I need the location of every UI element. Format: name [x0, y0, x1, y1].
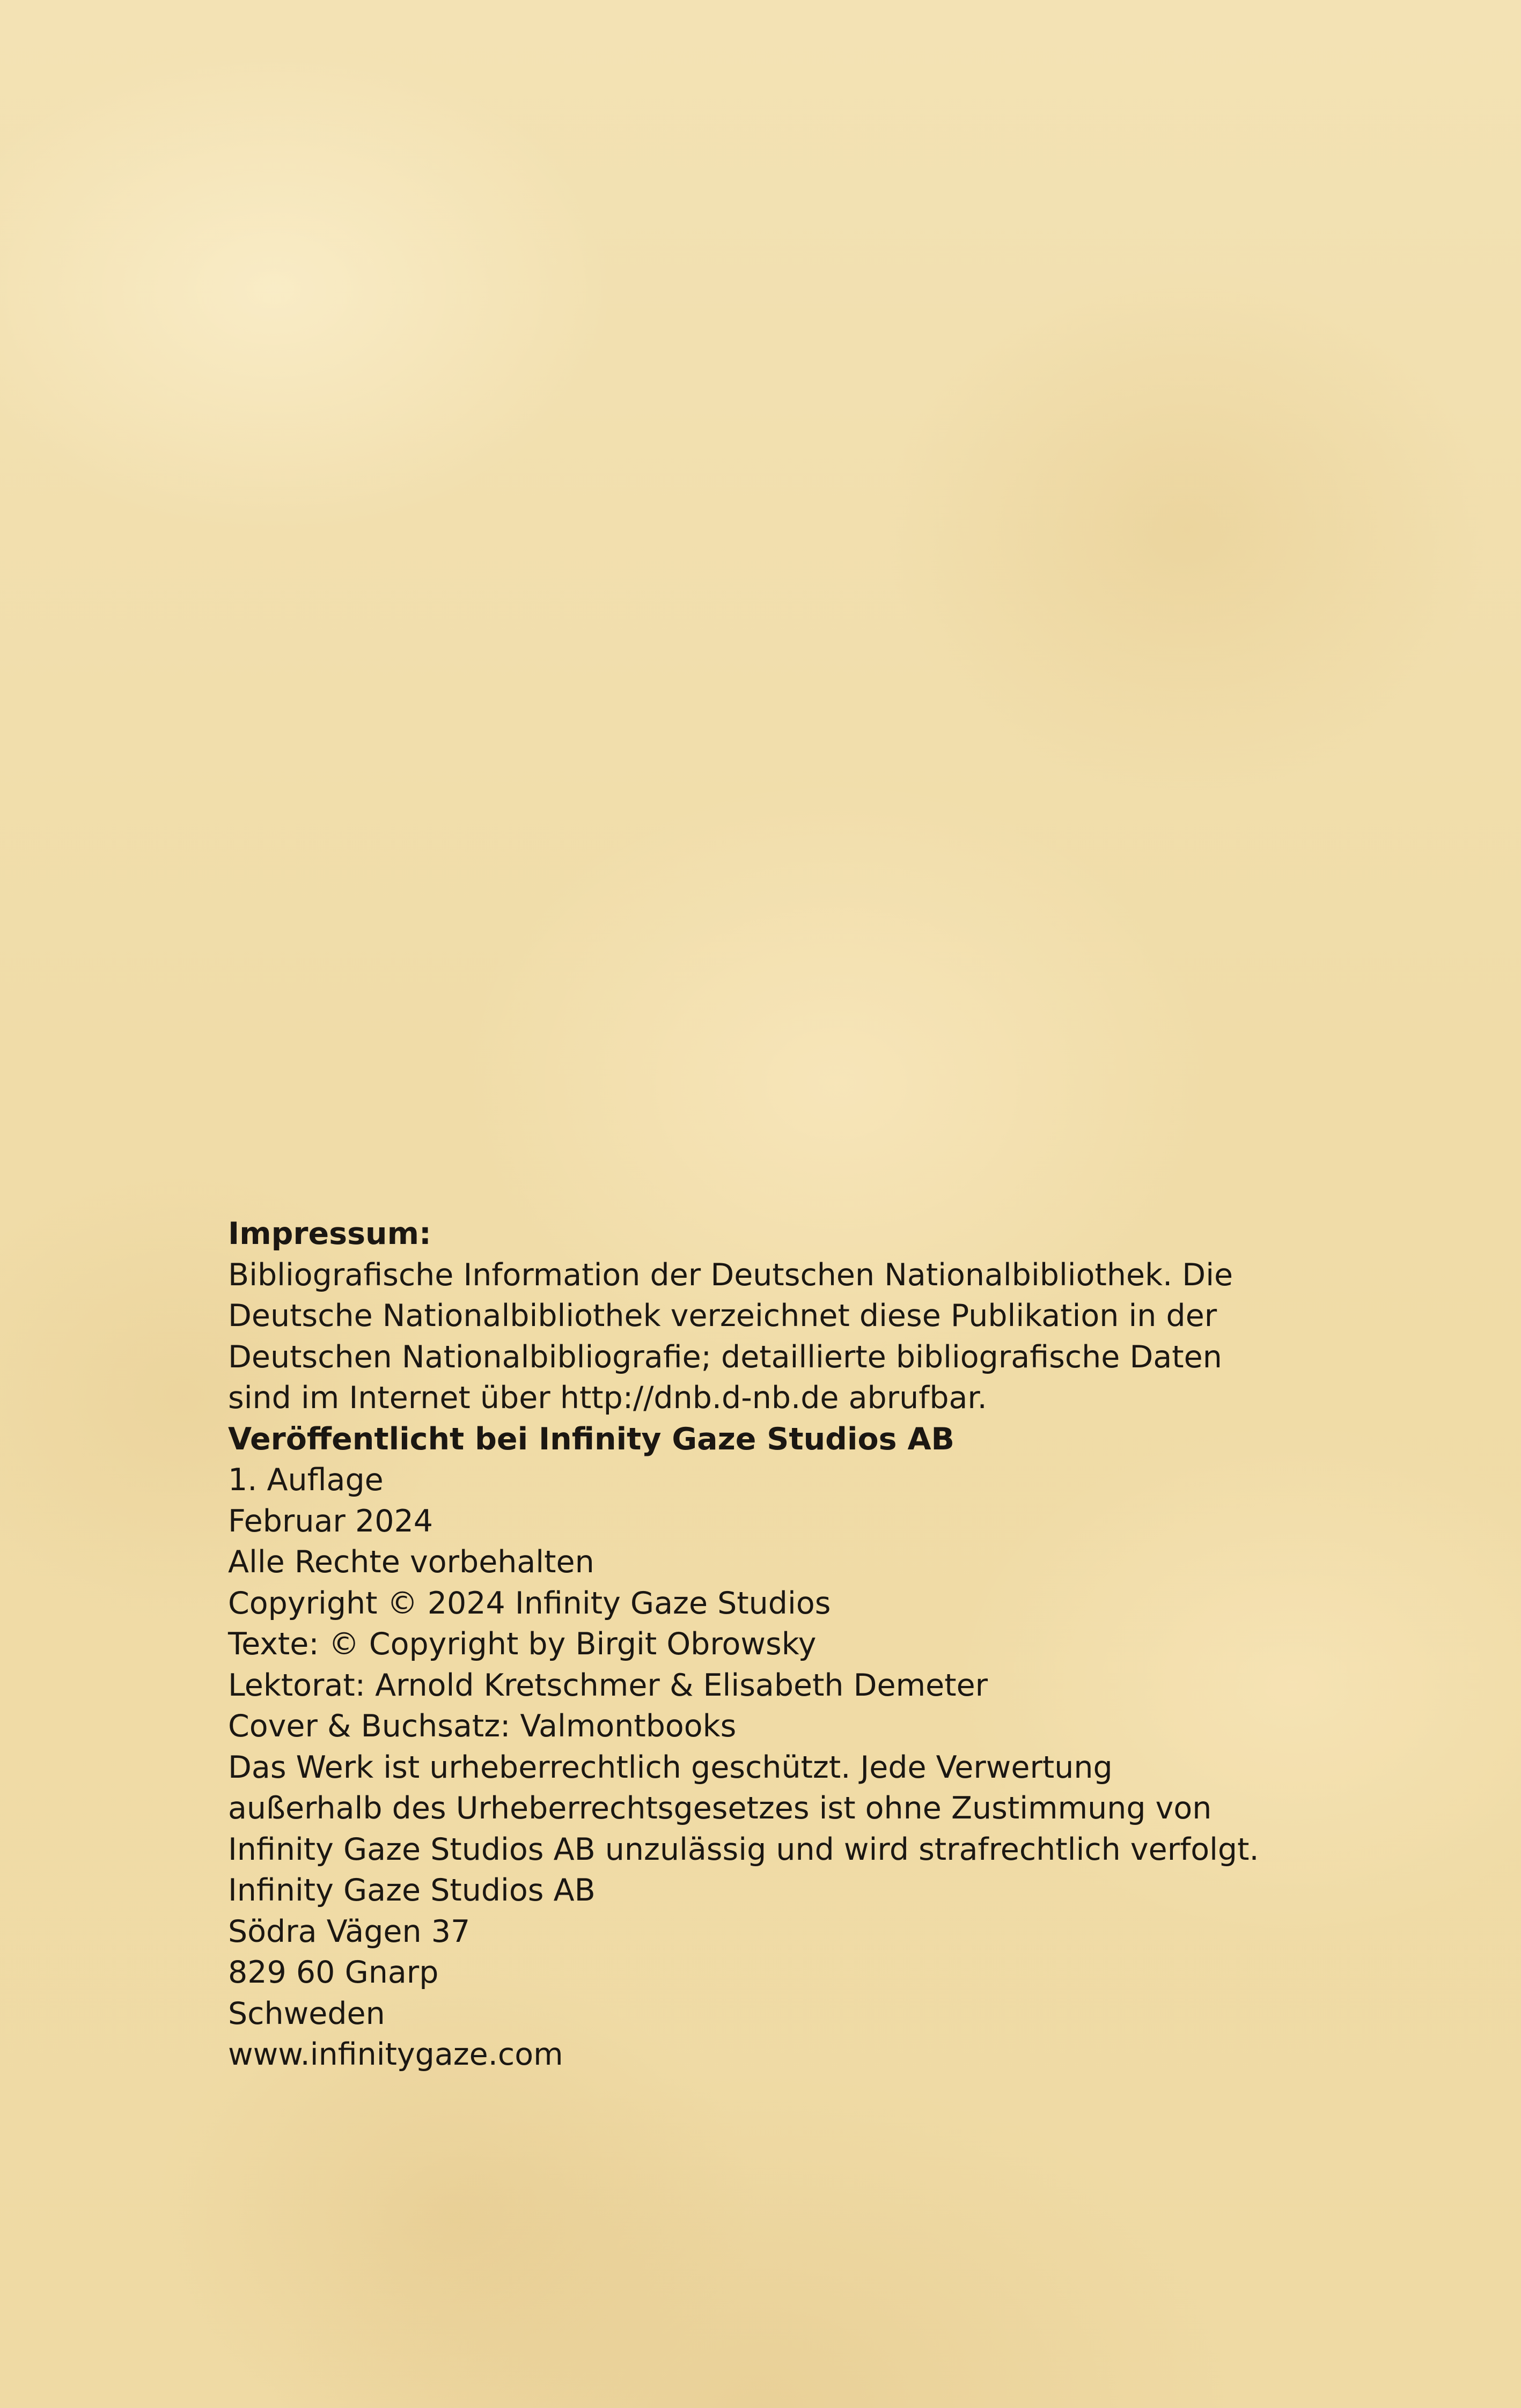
imprint-block	[228, 1213, 1355, 2075]
bibliography-line-1: Bibliografische Information der Deutschen Nationalbibliothek. Die	[228, 1257, 1233, 1293]
copyright-line: Copyright © 2024 Infinity Gaze Studios	[228, 1585, 831, 1621]
imprint-heading: Impressum:	[228, 1216, 431, 1251]
bibliography-line-2: Deutsche Nationalbibliothek verzeichnet diese Publikation in der	[228, 1298, 1217, 1334]
website-line: www.infinitygaze.com	[228, 2037, 563, 2072]
protection-line-1: Das Werk ist urheberrechtlich geschützt. Jede Verwertung	[228, 1749, 1113, 1785]
editing-line: Lektorat: Arnold Kretschmer & Elisabeth Demeter	[228, 1667, 988, 1703]
address-street: Södra Vägen 37	[228, 1913, 471, 1949]
protection-line-2: außerhalb des Urheberrechtsgesetzes ist ohne Zustimmung von	[228, 1791, 1212, 1826]
publisher-line: Veröffentlicht bei Infinity Gaze Studios AB	[228, 1421, 955, 1457]
bibliography-line-4: sind im Internet über http://dnb.d-nb.de abrufbar.	[228, 1380, 987, 1416]
date-line: Februar 2024	[228, 1503, 433, 1539]
rights-line: Alle Rechte vorbehalten	[228, 1544, 594, 1580]
address-country: Schweden	[228, 1995, 385, 2031]
address-company: Infinity Gaze Studios AB	[228, 1873, 596, 1908]
edition-line: 1. Auflage	[228, 1462, 384, 1498]
address-postcode-city: 829 60 Gnarp	[228, 1955, 439, 1990]
texts-line: Texte: © Copyright by Birgit Obrowsky	[228, 1626, 817, 1662]
protection-line-3: Infinity Gaze Studios AB unzulässig und wird strafrechtlich verfolgt.	[228, 1831, 1259, 1867]
bibliography-line-3: Deutschen Nationalbibliografie; detaillierte bibliografische Daten	[228, 1339, 1222, 1375]
cover-line: Cover & Buchsatz: Valmontbooks	[228, 1709, 737, 1744]
